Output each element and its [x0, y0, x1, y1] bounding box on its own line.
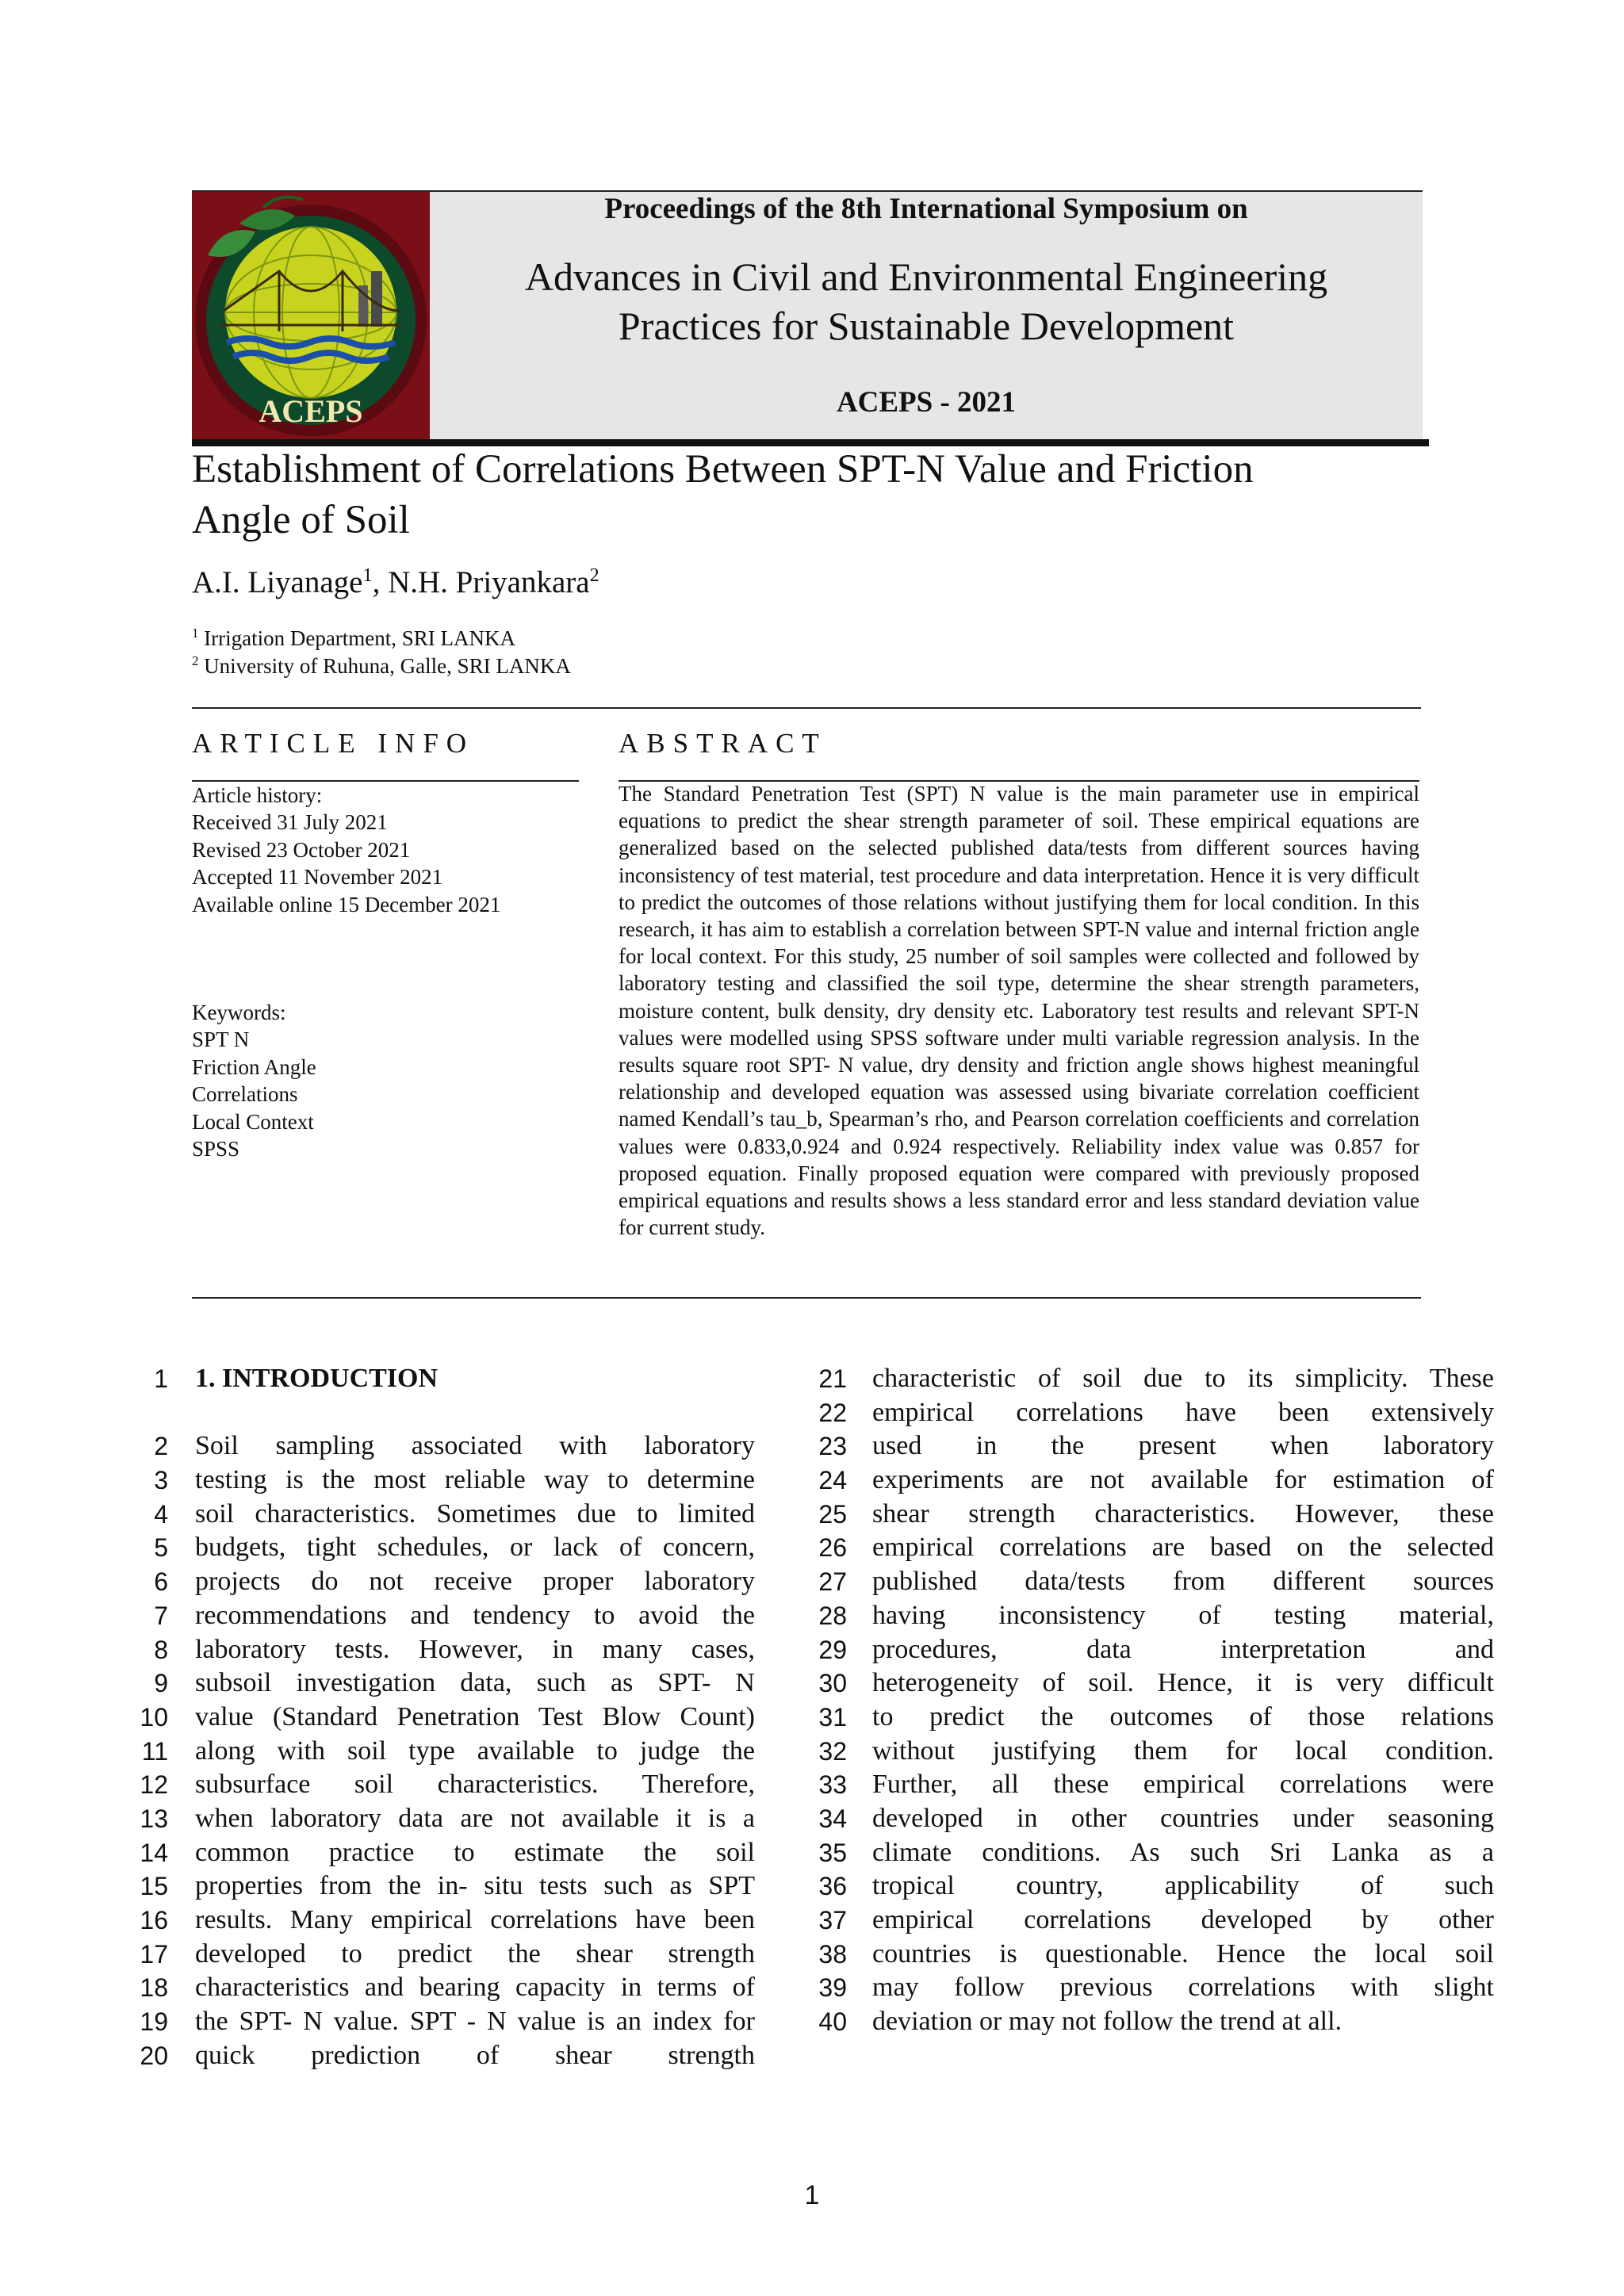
text-line [127, 1498, 755, 1532]
text-line [127, 1464, 755, 1498]
line-text: properties from the in- situ tests such as SPT [195, 1871, 755, 1901]
line-text: may follow previous correlations with slight [872, 1973, 1494, 2003]
line-text: recommendations and tendency to avoid the [195, 1600, 755, 1630]
text-line [810, 1498, 1494, 1532]
line-text: shear strength characteristics. However, these [872, 1498, 1494, 1529]
line-text: empirical correlations have been extensively [872, 1397, 1494, 1427]
text-line [810, 1836, 1494, 1870]
text-line [810, 1802, 1494, 1836]
line-number: 32 [818, 1736, 847, 1766]
received-date: Received 31 July 2021 [192, 810, 388, 835]
line-text: results. Many empirical correlations have been [195, 1905, 755, 1934]
text-line [810, 1429, 1494, 1464]
line-number: 4 [154, 1499, 168, 1529]
symposium-title [430, 252, 1423, 350]
symposium-title-line2: Practices for Sustainable Development [618, 304, 1235, 348]
affiliation-2 [192, 652, 571, 680]
text-line [127, 1667, 755, 1701]
line-text: developed to predict the shear strength [195, 1938, 755, 1969]
keyword: Friction Angle [192, 1054, 316, 1079]
banner-text [430, 192, 1423, 439]
globe-bridge-logo-icon [192, 192, 430, 439]
line-text: used in the present when laboratory [872, 1431, 1494, 1461]
symposium-title-line1: Advances in Civil and Environmental Engineering [524, 254, 1328, 299]
line-number: 36 [818, 1872, 847, 1901]
affiliations [192, 625, 571, 680]
article-info-heading: ARTICLE INFO [192, 728, 475, 759]
line-number: 15 [140, 1872, 168, 1901]
keyword: Local Context [192, 1109, 314, 1134]
online-date: Available online 15 December 2021 [192, 892, 501, 916]
text-line [127, 1869, 755, 1904]
text-line [127, 1362, 755, 1396]
author-separator: , [372, 565, 389, 599]
keywords-block [192, 999, 316, 1162]
page-number: 1 [804, 2180, 820, 2210]
line-number: 11 [141, 1736, 168, 1766]
line-number: 31 [818, 1702, 847, 1732]
keywords-label: Keywords: [192, 1001, 286, 1024]
line-text: subsoil investigation data, such as SPT- N [195, 1668, 755, 1698]
keyword: SPSS [192, 1137, 240, 1161]
text-line [127, 1904, 755, 1938]
text-line [810, 1701, 1494, 1735]
line-number: 22 [818, 1398, 847, 1427]
affiliation-1 [192, 625, 571, 652]
line-text: countries is questionable. Hence the local soil [872, 1938, 1494, 1969]
line-text: laboratory tests. However, in many cases, [195, 1634, 755, 1664]
info-top-rule [192, 707, 1421, 709]
line-text: along with soil type available to judge the [195, 1735, 755, 1766]
line-number: 28 [818, 1601, 847, 1630]
text-line [810, 1362, 1494, 1396]
abstract-heading: ABSTRACT [619, 728, 827, 759]
affiliation-1-text: Irrigation Department, SRI LANKA [204, 626, 516, 650]
text-line [127, 1701, 755, 1735]
history-label: Article history: [192, 783, 323, 807]
line-number: 20 [140, 2041, 168, 2070]
svg-text:ACEPS: ACEPS [259, 393, 363, 429]
text-line [127, 1633, 755, 1667]
line-number: 23 [818, 1432, 847, 1461]
author-2-sup: 2 [589, 564, 599, 586]
affiliation-2-sup: 2 [192, 653, 199, 668]
line-text: empirical correlations are based on the selected [872, 1533, 1494, 1563]
line-number: 29 [818, 1635, 847, 1664]
line-number: 37 [818, 1906, 847, 1934]
text-line [810, 1768, 1494, 1802]
aceps-logo [192, 192, 430, 439]
line-text: projects do not receive proper laboratory [195, 1567, 755, 1597]
line-text: common practice to estimate the soil [195, 1837, 755, 1867]
line-number: 27 [818, 1567, 847, 1597]
text-line [810, 1667, 1494, 1701]
line-text: testing is the most reliable way to determine [195, 1465, 755, 1495]
line-text: tropical country, applicability of such [872, 1871, 1494, 1901]
line-text: budgets, tight schedules, or lack of concern, [195, 1533, 755, 1563]
line-text: soil characteristics. Sometimes due to limited [195, 1498, 755, 1529]
line-number: 34 [818, 1804, 847, 1833]
line-number: 18 [140, 1973, 168, 2003]
line-number: 30 [818, 1669, 847, 1698]
event-name: ACEPS - 2021 [836, 386, 1017, 419]
line-number: 13 [140, 1804, 168, 1833]
paper-title [192, 444, 1429, 545]
text-line [127, 1429, 755, 1464]
authors [192, 564, 599, 600]
line-number: 10 [140, 1702, 168, 1732]
line-text: heterogeneity of soil. Hence, it is very difficult [872, 1668, 1494, 1698]
line-text: without justifying them for local condition. [872, 1735, 1494, 1766]
line-number: 9 [154, 1669, 168, 1698]
line-text: quick prediction of shear strength [195, 2040, 755, 2070]
line-text: empirical correlations developed by other [872, 1905, 1494, 1934]
line-number: 39 [818, 1973, 847, 2003]
article-history [192, 782, 500, 918]
line-number: 17 [140, 1939, 168, 1969]
text-line [810, 1565, 1494, 1599]
line-number: 6 [154, 1567, 168, 1597]
line-number: 25 [818, 1499, 847, 1529]
proceedings-line: Proceedings of the 8th International Symposium on [604, 193, 1248, 225]
line-text: experiments are not available for estimation of [872, 1465, 1494, 1495]
affiliation-2-text: University of Ruhuna, Galle, SRI LANKA [204, 654, 571, 678]
line-number: 40 [818, 2007, 847, 2037]
line-text: when laboratory data are not available it is a [195, 1803, 755, 1833]
line-number: 26 [818, 1533, 847, 1563]
line-number: 33 [818, 1770, 847, 1800]
line-number: 2 [154, 1432, 168, 1461]
abstract-text: The Standard Penetration Test (SPT) N value is the main parameter use in empirical equations to predict the shear strength parameter of soil. These empirical equations are generalized based on the selected published data/tests from different sources having inconsistency of test material, test procedure and data interpretation. Hence it is very difficult to predict the outcomes of those relations without justifying them for local condition. In this research, it has aim to establish a correlation between SPT-N value and internal friction angle for local context. For this study, 25 number of soil samples were collected and followed by laboratory testing and classified the soil type, determine the shear strength parameters, moisture content, bulk density, dry density etc. Laboratory test results and relevant SPT-N values were modelled using SPSS software under multi variable regression analysis. In the results square root SPT- N value, dry density and friction angle shows highest meaningful relationship and developed equation was assessed using bivariate correlation coefficient named Kendall’s tau_b, Spearman’s rho, and Pearson correlation coefficients and correlation values were 0.833,0.924 and 0.924 respectively. Reliability index value was 0.857 for proposed equation. Finally proposed equation were compared with previously proposed empirical equations and results shows a less standard error and less standard deviation value for current study. [619, 782, 1419, 1240]
text-line [127, 1735, 755, 1769]
text-line [810, 1971, 1494, 2005]
text-line [127, 2039, 755, 2073]
accepted-date: Accepted 11 November 2021 [192, 865, 443, 890]
text-line [127, 1938, 755, 1972]
text-line [127, 2005, 755, 2039]
line-number: 14 [140, 1838, 168, 1867]
text-line [810, 1869, 1494, 1904]
line-number: 19 [140, 2007, 168, 2037]
text-line [810, 2005, 1494, 2039]
body-column-right [810, 1362, 1494, 2039]
line-text: the SPT- N value. SPT - N value is an index for [195, 2007, 755, 2037]
text-line [127, 1971, 755, 2005]
line-number: 35 [818, 1838, 847, 1867]
text-line [810, 1938, 1494, 1972]
affiliation-1-sup: 1 [192, 626, 199, 641]
text-line [127, 1565, 755, 1599]
line-text: published data/tests from different sources [872, 1567, 1494, 1597]
line-text: developed in other countries under seasoning [872, 1803, 1494, 1833]
text-line [127, 1599, 755, 1633]
info-bottom-rule [192, 1297, 1421, 1299]
line-number: 24 [818, 1466, 847, 1495]
paper-title-line2: Angle of Soil [192, 498, 410, 542]
author-1: A.I. Liyanage [192, 565, 363, 599]
line-text: procedures, data interpretation and [872, 1634, 1494, 1664]
keyword: SPT N [192, 1027, 250, 1052]
line-number: 5 [154, 1533, 168, 1563]
text-line [810, 1531, 1494, 1565]
section-heading-introduction: 1. INTRODUCTION [195, 1364, 439, 1393]
text-line [810, 1464, 1494, 1498]
text-line [810, 1396, 1494, 1430]
line-text: Further, all these empirical correlations were [872, 1770, 1494, 1800]
author-1-sup: 1 [362, 564, 373, 586]
text-line [127, 1836, 755, 1870]
line-number: 12 [140, 1770, 168, 1800]
line-text: Soil sampling associated with laboratory [195, 1431, 755, 1461]
text-line [810, 1633, 1494, 1667]
line-number: 21 [818, 1364, 847, 1393]
text-line [127, 1802, 755, 1836]
line-number: 8 [154, 1635, 168, 1664]
text-line [127, 1768, 755, 1802]
line-text: having inconsistency of testing material, [872, 1600, 1494, 1630]
text-line [810, 1735, 1494, 1769]
paper-title-line1: Establishment of Correlations Between SPT-N Value and Friction [192, 447, 1254, 492]
line-number: 3 [154, 1466, 168, 1495]
line-text: to predict the outcomes of those relations [872, 1701, 1494, 1732]
line-number: 16 [140, 1906, 168, 1934]
revised-date: Revised 23 October 2021 [192, 837, 411, 862]
line-number: 38 [818, 1939, 847, 1969]
line-text: characteristic of soil due to its simplicity. These [872, 1364, 1494, 1393]
line-number: 1 [154, 1364, 168, 1393]
line-text: climate conditions. As such Sri Lanka as a [872, 1837, 1494, 1867]
keyword: Correlations [192, 1082, 298, 1107]
line-text: subsurface soil characteristics. Therefore, [195, 1770, 755, 1800]
author-2: N.H. Priyankara [388, 565, 590, 599]
line-text: deviation or may not follow the trend at all. [872, 2007, 1342, 2037]
text-line [810, 1599, 1494, 1633]
line-number: 7 [154, 1601, 168, 1630]
line-text: value (Standard Penetration Test Blow Count) [195, 1701, 755, 1732]
text-line [810, 1904, 1494, 1938]
text-line [127, 1531, 755, 1565]
line-text: characteristics and bearing capacity in terms of [195, 1973, 755, 2003]
body-column-left [127, 1362, 755, 2072]
